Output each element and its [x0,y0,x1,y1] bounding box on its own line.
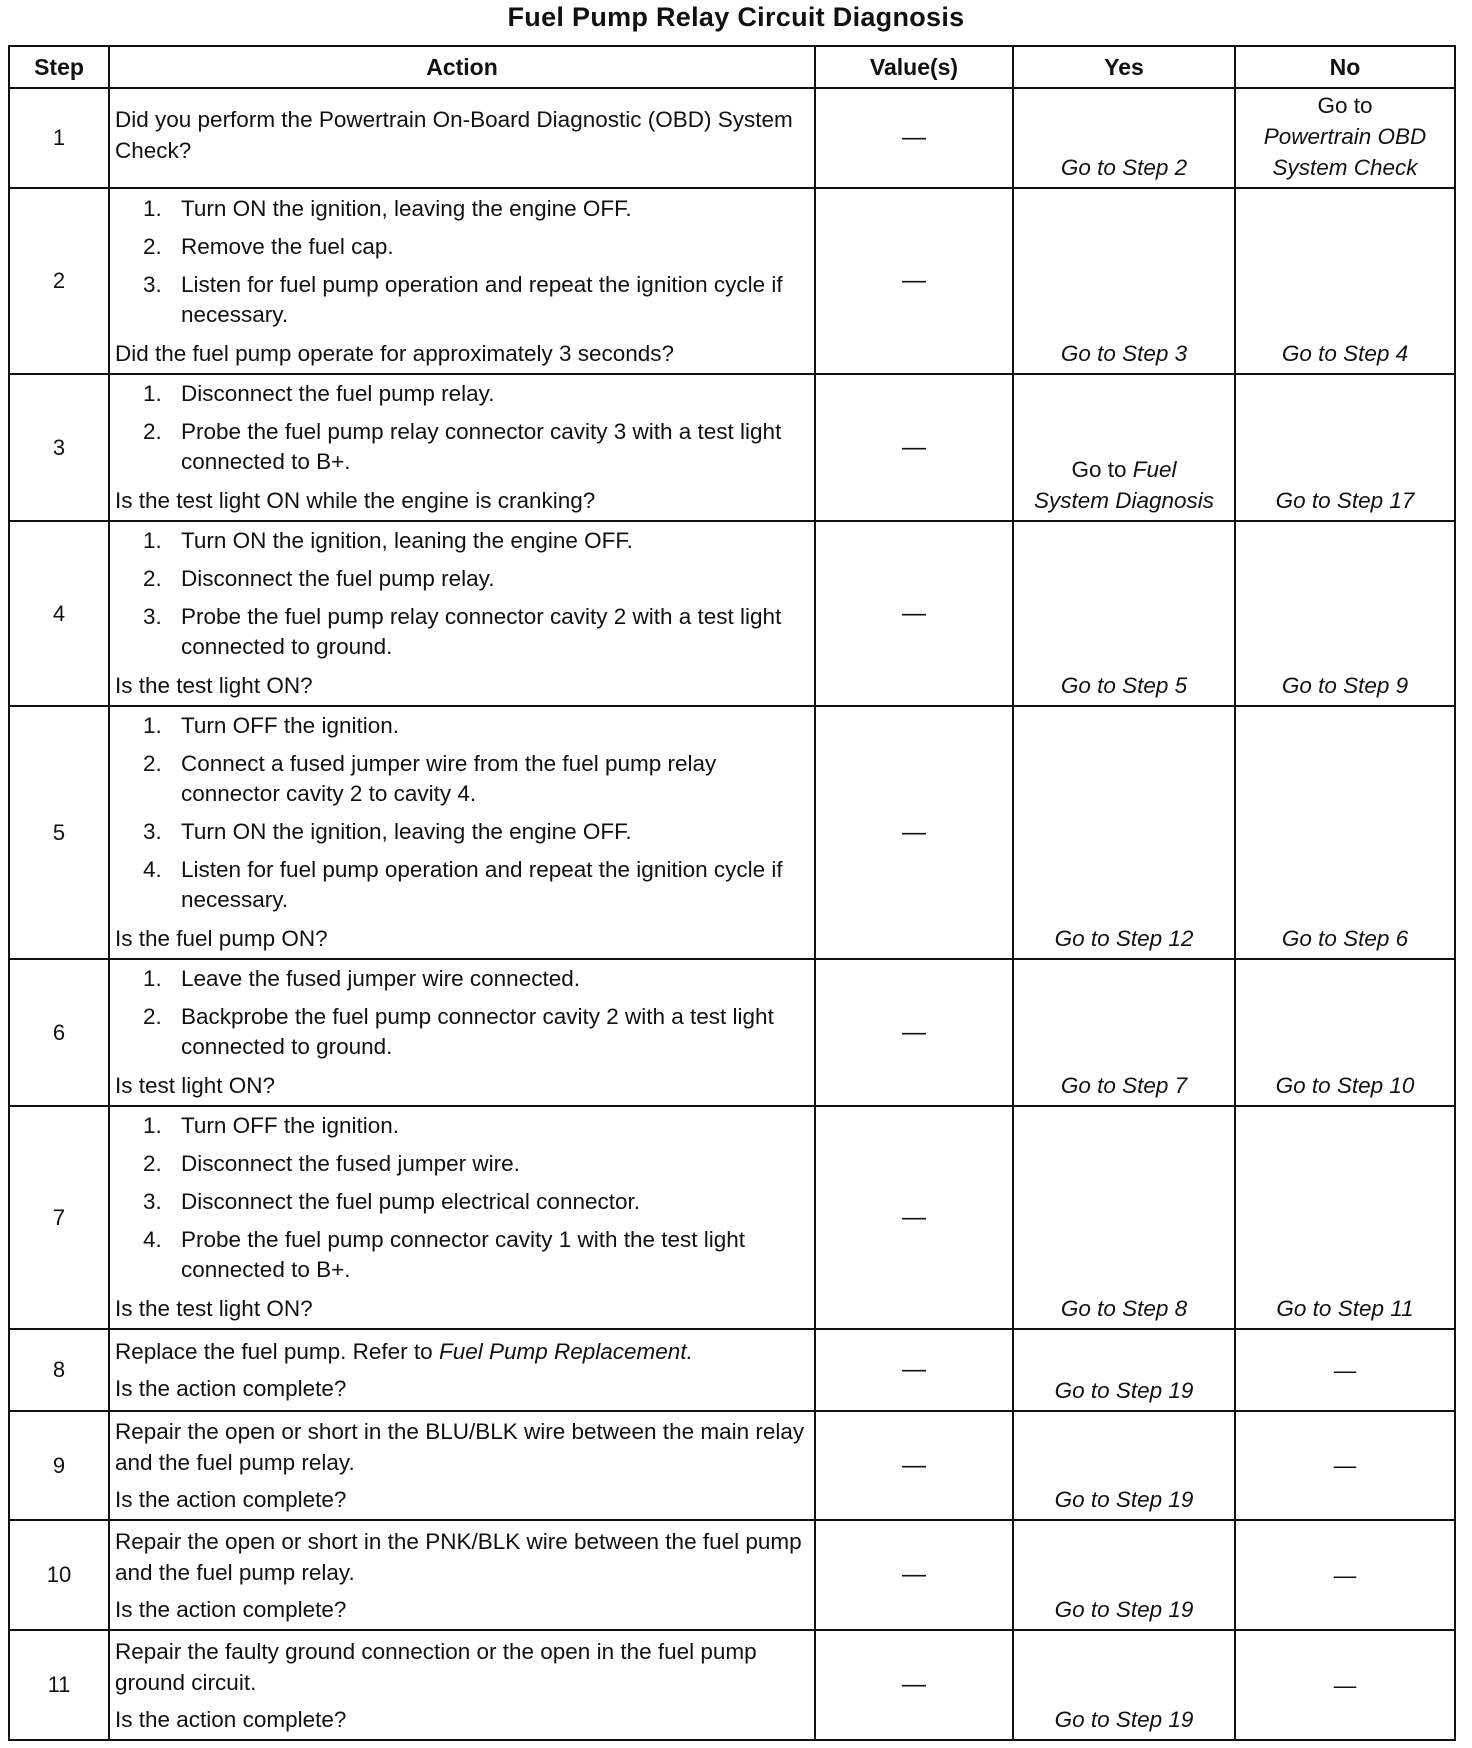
action-question: Is the action complete? [115,1596,347,1622]
action-question: Is the action complete? [115,1706,347,1732]
action-text: Did you perform the Powertrain On-Board Diagnostic (OBD) System Check? [115,107,793,163]
list-item: 1. Turn ON the ignition, leaning the engine OFF. [143,528,633,553]
action-list [115,526,810,662]
action-question: Is the action complete? [115,1376,347,1401]
no-cell [1235,188,1455,374]
list-item: 3. Probe the fuel pump relay connector cavity 2 with a test light connected to ground. [143,604,782,659]
value-cell: — [815,374,1013,521]
action-cell [109,88,815,188]
yes-cell [1013,1106,1235,1329]
yes-link[interactable]: Go to Step 12 [1054,926,1194,951]
value-cell: — [815,1630,1013,1740]
no-cell [1235,88,1455,188]
list-item: 4. Probe the fuel pump connector cavity 1 with the test light connected to B+. [143,1227,746,1282]
no-link[interactable]: Go to Step 11 [1276,1296,1414,1321]
header-no: No [1235,46,1455,88]
yes-link[interactable]: Go to Step 19 [1054,1707,1194,1732]
step-number: 5 [9,706,109,959]
yes-link[interactable]: Go to Step 8 [1060,1296,1188,1321]
action-text: Repair the open or short in the PNK/BLK wire between the fuel pump and the fuel pump relay. [115,1528,802,1585]
yes-cell [1013,959,1235,1106]
table-row [9,1106,1455,1329]
yes-link[interactable]: Go to Step 19 [1054,1378,1194,1403]
value-cell: — [815,521,1013,706]
action-list [115,1111,810,1285]
value-cell: — [815,1520,1013,1630]
no-cell [1235,1106,1455,1329]
step-number: 3 [9,374,109,521]
header-yes: Yes [1013,46,1235,88]
list-item: 3. Disconnect the fuel pump electrical connector. [143,1189,640,1214]
step-number: 7 [9,1106,109,1329]
table-row [9,1520,1455,1630]
action-cell [109,1106,815,1329]
yes-link[interactable]: Go to Step 7 [1060,1073,1188,1098]
table-row [9,521,1455,706]
no-link[interactable]: Go to Step 10 [1275,1073,1415,1098]
diagnosis-table [8,45,1456,1741]
action-cell [109,1411,815,1520]
no-cell [1235,374,1455,521]
action-cell [109,374,815,521]
yes-link[interactable]: Go to Step 3 [1060,341,1188,366]
no-cell [1235,706,1455,959]
value-cell: — [815,1411,1013,1520]
action-list [115,379,810,477]
step-number: 9 [9,1411,109,1520]
value-cell: — [815,959,1013,1106]
action-list [115,964,810,1062]
list-item: 1. Disconnect the fuel pump relay. [143,381,495,406]
no-cell: — [1235,1520,1455,1630]
action-text: Repair the faulty ground connection or the open in the fuel pump ground circuit. [115,1638,757,1695]
action-cell [109,706,815,959]
step-number: 2 [9,188,109,374]
action-question: Is the test light ON while the engine is cranking? [115,488,596,513]
header-row [9,46,1455,88]
procedure-link[interactable]: Fuel Pump Replacement. [438,1339,693,1364]
action-cell [109,959,815,1106]
list-item: 2. Connect a fused jumper wire from the fuel pump relay connector cavity 2 to cavity 4. [143,751,717,806]
page-title: Fuel Pump Relay Circuit Diagnosis [507,2,965,32]
action-text: Repair the open or short in the BLU/BLK wire between the main relay and the fuel pump relay. [115,1419,805,1475]
action-question: Is the action complete? [115,1487,347,1512]
yes-cell [1013,88,1235,188]
list-item: 3. Turn ON the ignition, leaving the engine OFF. [143,819,632,844]
table-row [9,1329,1455,1411]
action-list [115,194,810,330]
header-values: Value(s) [815,46,1013,88]
yes-link[interactable]: Go to Step 19 [1054,1597,1194,1622]
table-row [9,1630,1455,1740]
list-item: 2. Disconnect the fused jumper wire. [143,1151,520,1176]
table-row [9,188,1455,374]
list-item: 2. Remove the fuel cap. [143,233,394,259]
header-step: Step [9,46,109,88]
step-number: 6 [9,959,109,1106]
step-number: 8 [9,1329,109,1411]
action-question: Is the test light ON? [115,673,313,698]
action-question: Did the fuel pump operate for approximately 3 seconds? [115,340,675,366]
action-question: Is test light ON? [115,1073,276,1098]
yes-cell [1013,374,1235,521]
no-link[interactable]: Powertrain OBD System Check [1263,124,1427,180]
list-item: 1. Turn OFF the ignition. [143,713,400,738]
yes-cell [1013,1411,1235,1520]
yes-link[interactable]: Go to Step 5 [1060,673,1188,698]
action-question: Is the fuel pump ON? [115,926,328,951]
table-row [9,959,1455,1106]
no-link[interactable]: Go to Step 6 [1281,926,1409,951]
action-cell [109,188,815,374]
no-cell [1235,521,1455,706]
action-cell [109,521,815,706]
no-cell: — [1235,1630,1455,1740]
table-row [9,88,1455,188]
value-cell: — [815,1329,1013,1411]
action-list [115,711,810,915]
no-cell [1235,959,1455,1106]
yes-prefix: Go to [1071,457,1127,482]
yes-link[interactable]: Go to Step 19 [1054,1487,1194,1512]
list-item: 4. Listen for fuel pump operation and repeat the ignition cycle if necessary. [143,857,783,912]
no-link[interactable]: Go to Step 4 [1281,341,1409,366]
action-text: Replace the fuel pump. Refer to Fuel Pump Replacement. [115,1339,693,1364]
list-item: 1. Turn ON the ignition, leaving the engine OFF. [143,195,632,221]
no-cell: — [1235,1411,1455,1520]
list-item: 3. Listen for fuel pump operation and repeat the ignition cycle if necessary. [143,271,783,327]
action-question: Is the test light ON? [115,1296,313,1321]
list-item: 1. Turn OFF the ignition. [143,1113,400,1138]
yes-link[interactable]: Go to Step 2 [1060,155,1188,180]
header-action: Action [109,46,815,88]
list-item: 1. Leave the fused jumper wire connected. [143,966,580,991]
yes-link[interactable]: Fuel [1132,457,1177,482]
yes-cell [1013,1520,1235,1630]
table-row [9,1411,1455,1520]
action-cell [109,1329,815,1411]
no-prefix: Go to [1317,93,1373,118]
yes-cell [1013,521,1235,706]
step-number: 10 [9,1520,109,1630]
value-cell: — [815,88,1013,188]
list-item: 2. Backprobe the fuel pump connector cavity 2 with a test light connected to ground. [143,1004,774,1059]
list-item: 2. Probe the fuel pump relay connector cavity 3 with a test light connected to B+. [143,419,782,474]
no-link[interactable]: Go to Step 9 [1281,673,1409,698]
table-row [9,374,1455,521]
action-cell [109,1520,815,1630]
yes-cell [1013,188,1235,374]
value-cell: — [815,188,1013,374]
step-number: 1 [9,88,109,188]
yes-cell [1013,1329,1235,1411]
yes-cell [1013,1630,1235,1740]
step-number: 11 [9,1630,109,1740]
action-cell [109,1630,815,1740]
yes-cell [1013,706,1235,959]
list-item: 2. Disconnect the fuel pump relay. [143,566,495,591]
table-row [9,706,1455,959]
no-cell: — [1235,1329,1455,1411]
no-link[interactable]: Go to Step 17 [1275,488,1415,513]
value-cell: — [815,1106,1013,1329]
yes-link[interactable]: System Diagnosis [1033,488,1215,513]
step-number: 4 [9,521,109,706]
value-cell: — [815,706,1013,959]
